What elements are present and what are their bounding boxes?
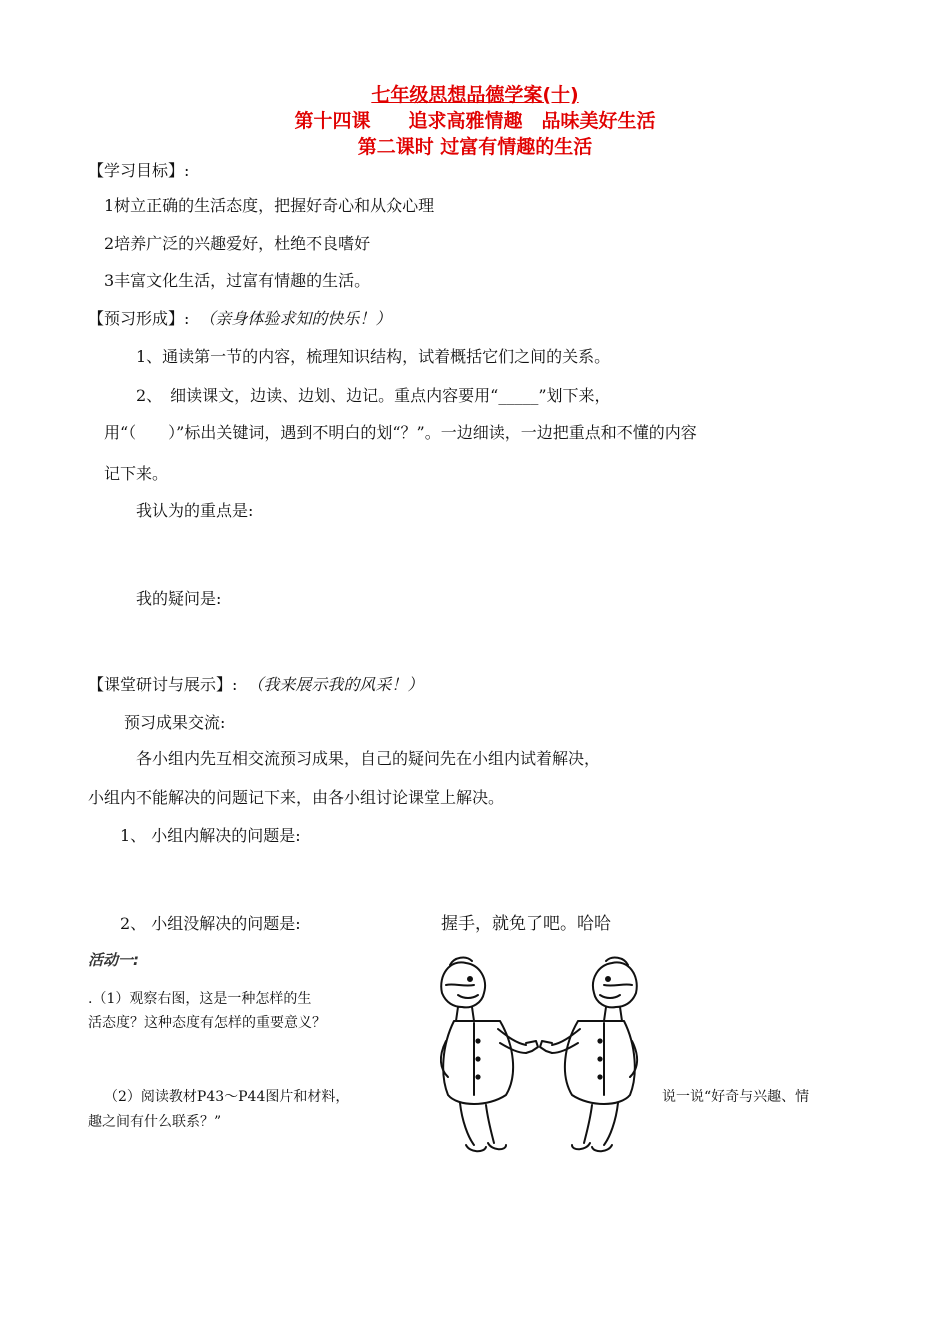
question-2-label: 2、 小组没解决的问题是:	[120, 914, 301, 933]
doc-title: 七年级思想品德学案(十)	[371, 84, 579, 106]
preview-item-2-cont: 记下来。	[104, 464, 169, 483]
preview-item-2-cont: 用“（ ）”标出关键词，遇到不明白的划“？”。一边细读，一边把重点和不懂的内容	[104, 423, 697, 442]
activity-p1: .（1）观察右图，这是一种怎样的生	[88, 991, 312, 1007]
session-title: 第二课时 过富有情趣的生活	[357, 136, 593, 158]
handshake-cartoon-illustration	[428, 945, 650, 1160]
question-1-label: 1、 小组内解决的问题是:	[120, 826, 301, 845]
questions-label: 我的疑问是:	[136, 589, 222, 608]
classroom-para: 各小组内先互相交流预习成果，自己的疑问先在小组内试着解决，	[136, 749, 601, 768]
illustration-caption: 握手，就免了吧。哈哈	[441, 914, 611, 934]
classroom-heading-label: 【课堂研讨与展示】:	[88, 675, 238, 694]
preview-item-2: 2、 细读课文，边读、边划、边记。重点内容要用“_____”划下来，	[136, 386, 611, 405]
classroom-heading	[88, 672, 423, 695]
objective-item: 1树立正确的生活态度，把握好奇心和从众心理	[104, 196, 435, 215]
objective-item: 3丰富文化生活，过富有情趣的生活。	[104, 271, 371, 290]
classroom-motto: （我来展示我的风采！）	[247, 675, 424, 694]
activity-p1-cont: 活态度？这种态度有怎样的重要意义？	[88, 1015, 326, 1031]
key-points-label: 我认为的重点是:	[136, 501, 254, 520]
classroom-para-cont: 小组内不能解决的问题记下来，由各小组讨论课堂上解决。	[88, 788, 505, 807]
lesson-title: 第十四课 追求高雅情趣 品味美好生活	[294, 110, 656, 132]
objective-item: 2培养广泛的兴趣爱好，杜绝不良嗜好	[104, 234, 371, 253]
preview-heading	[88, 306, 391, 329]
preview-motto: （亲身体验求知的快乐！）	[199, 309, 392, 328]
activity-heading: 活动一:	[88, 951, 139, 969]
preview-heading-label: 【预习形成】:	[88, 309, 190, 328]
exchange-label: 预习成果交流:	[124, 713, 226, 732]
activity-p2-right: 说一说“好奇与兴趣、情	[662, 1089, 810, 1105]
activity-p2-cont: 趣之间有什么联系？”	[88, 1114, 222, 1130]
objectives-heading: 【学习目标】:	[88, 161, 190, 180]
preview-item-1: 1、通读第一节的内容，梳理知识结构，试着概括它们之间的关系。	[136, 347, 611, 366]
activity-p2: （2）阅读教材P43～P44图片和材料，	[104, 1089, 350, 1105]
